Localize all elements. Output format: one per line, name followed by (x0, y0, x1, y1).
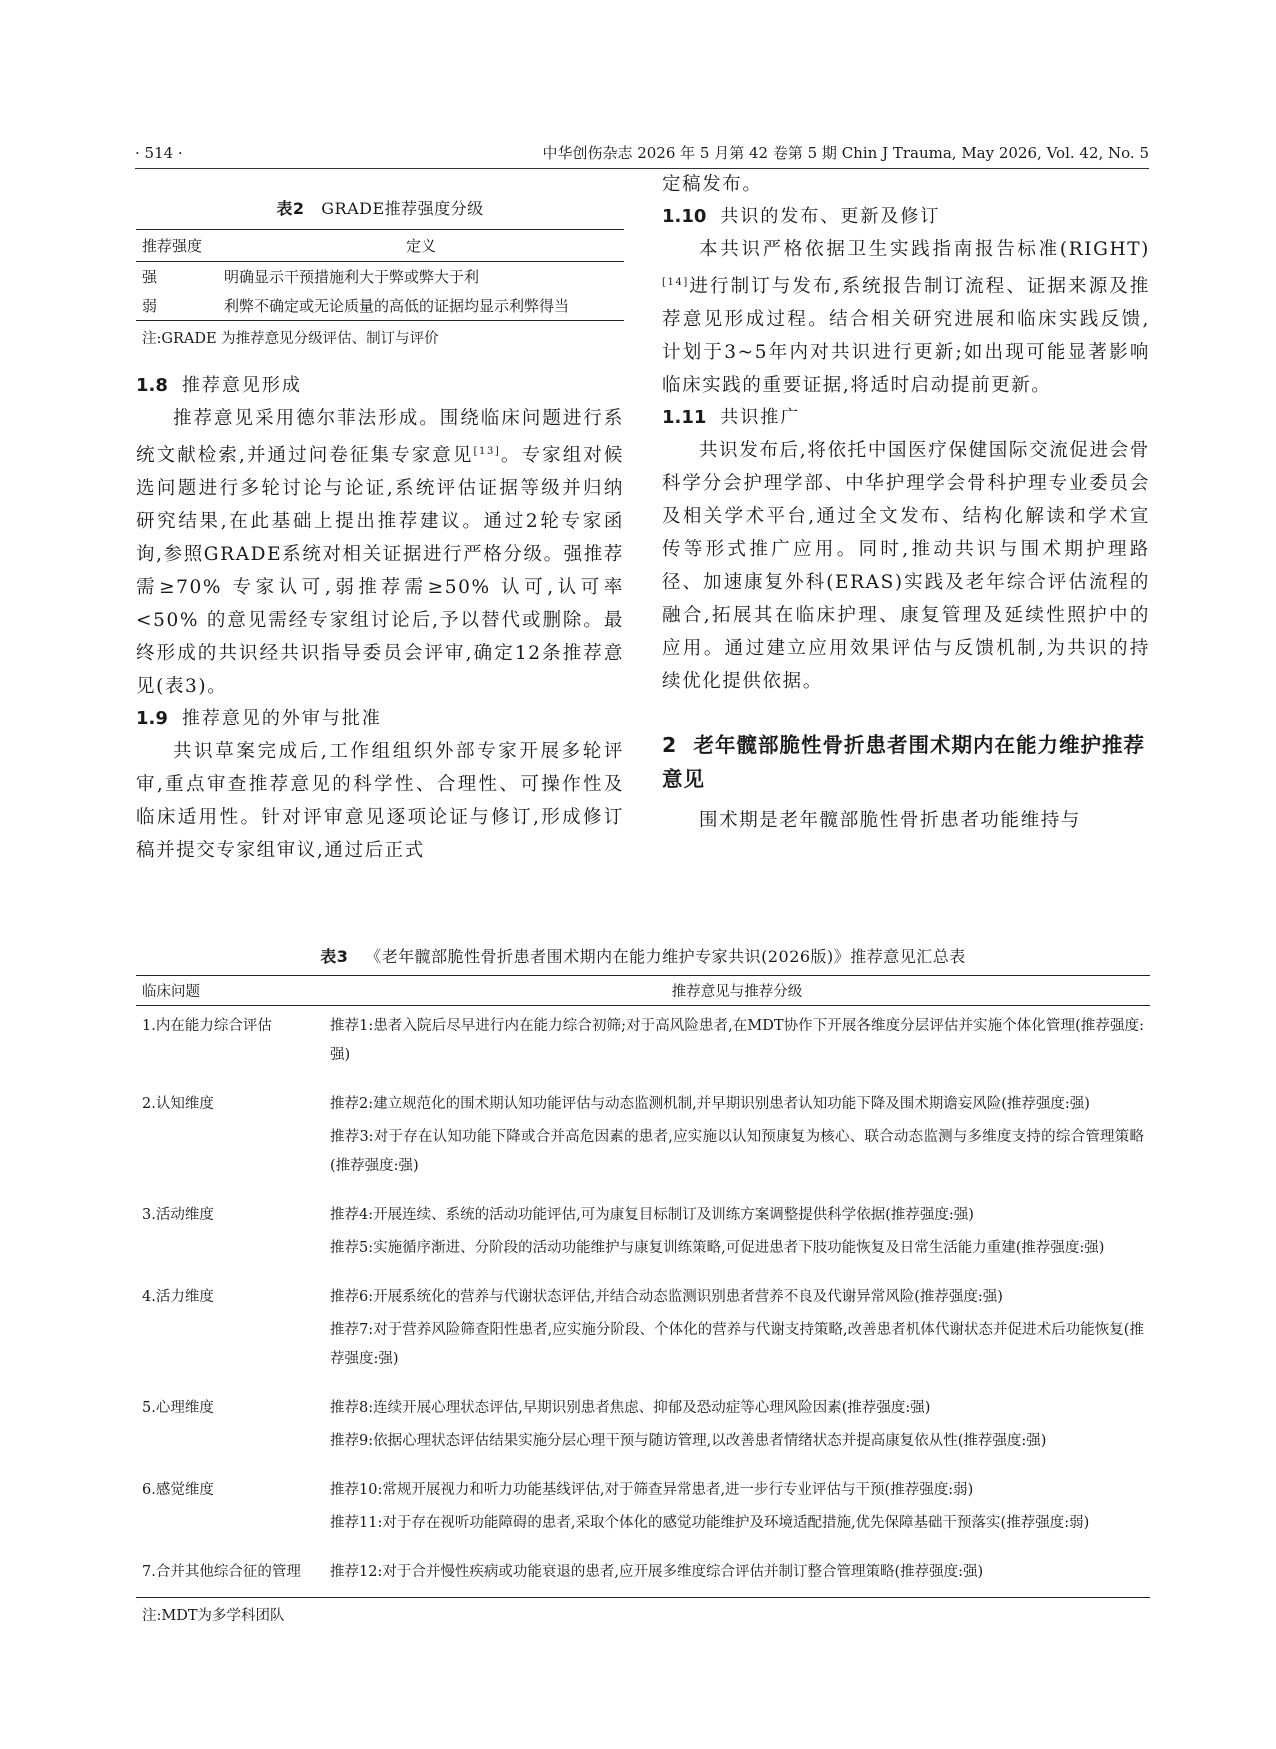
table3 (136, 975, 1150, 1598)
recommendation-item: 推荐11:对于存在视听功能障碍的患者,采取个体化的感觉功能维护及环境适配措施,优先保障基础干预落实(推荐强度:弱) (330, 1515, 1090, 1531)
section-2-paragraph: 围术期是老年髋部脆性骨折患者功能维持与 (699, 810, 1081, 832)
page-number: · 514 · (135, 144, 183, 162)
section-title: 共识的发布、更新及修订 (720, 206, 941, 227)
table2-cell-strength: 强 (142, 268, 158, 286)
table2-cell-definition: 明确显示干预措施利大于弊或弊大于利 (224, 268, 480, 286)
section-title: 推荐意见形成 (181, 375, 302, 396)
clinical-issue: 4.活力维度 (142, 1289, 214, 1305)
section-title: 老年髋部脆性骨折患者围术期内在能力维护推荐意见 (662, 733, 1146, 792)
section-number: 1.11 (662, 407, 707, 429)
paragraph-text: 进行制订与发布,系统报告制订流程、证据来源及推荐意见形成过程。结合相关研究进展和临床实践反馈,计划于3~5年内对共识进行更新;如出现可能显著影响临床实践的重要证据,将适时启动提前更新。 (662, 276, 1150, 397)
recommendation-item: 推荐6:开展系统化的营养与代谢状态评估,并结合动态监测识别患者营养不良及代谢异常风险(推荐强度:强) (330, 1289, 1003, 1305)
recommendations-cell (324, 1084, 1150, 1195)
section-1-8-heading (136, 370, 624, 402)
clinical-issue: 2.认知维度 (142, 1096, 214, 1112)
table-row (136, 1006, 1150, 1085)
recommendations-cell (324, 1277, 1150, 1388)
table-row (136, 1552, 1150, 1598)
recommendation-item: 推荐8:连续开展心理状态评估,早期识别患者焦虑、抑郁及恐动症等心理风险因素(推荐强度:强) (330, 1400, 931, 1416)
table2 (136, 229, 624, 321)
section-title: 推荐意见的外审与批准 (181, 708, 382, 730)
recommendation-item: 推荐3:对于存在认知功能下降或合并高危因素的患者,应实施以认知预康复为核心、联合动态监测与多维度支持的综合管理策略(推荐强度:强) (330, 1129, 1144, 1174)
right-column (662, 168, 1150, 837)
table3-note: 注:MDT为多学科团队 (142, 1608, 285, 1624)
table-row (136, 1195, 1150, 1277)
table2-label: 表2 (276, 199, 305, 218)
table2-note: 注:GRADE 为推荐意见分级评估、制订与评价 (142, 331, 439, 347)
table3-header-recommendation: 推荐意见与推荐分级 (324, 976, 1150, 1006)
table-row (136, 1084, 1150, 1195)
citation: [13] (473, 446, 501, 457)
recommendation-item: 推荐10:常规开展视力和听力功能基线评估,对于筛查异常患者,进一步行专业评估与干预(推荐强度:弱) (330, 1482, 974, 1498)
table3-title: 《老年髋部脆性骨折患者围术期内在能力维护专家共识(2026版)》推荐意见汇总表 (365, 947, 966, 966)
table2-title: GRADE推荐强度分级 (321, 199, 484, 218)
recommendation-item: 推荐9:依据心理状态评估结果实施分层心理干预与随访管理,以改善患者情绪状态并提高康复依从性(推荐强度:强) (330, 1433, 1047, 1449)
citation: [14] (662, 277, 689, 288)
section-number: 1.8 (136, 375, 168, 396)
recommendations-cell (324, 1006, 1150, 1085)
recommendation-item: 推荐12:对于合并慢性疾病或功能衰退的患者,应开展多维度综合评估并制订整合管理策略(推荐强度:强) (330, 1564, 984, 1580)
section-1-11-paragraph: 共识发布后,将依托中国医疗保健国际交流促进会骨科学分会护理学部、中华护理学会骨科护理专业委员会及相关学术平台,通过全文发布、结构化解读和学术宣传等形式推广应用。同时,推动共识与围术期护理路径、加速康复外科(ERAS)实践及老年综合评估流程的融合,拓展其在临床护理、康复管理及延续性照护中的应用。通过建立应用效果评估与反馈机制,为共识的持续优化提供依据。 (662, 440, 1150, 693)
recommendation-item: 推荐1:患者入院后尽早进行内在能力综合初筛;对于高风险患者,在MDT协作下开展各维度分层评估并实施个体化管理(推荐强度:强) (330, 1018, 1144, 1063)
table-row (136, 291, 624, 321)
table2-cell-definition: 利弊不确定或无论质量的高低的证据均显示利弊得当 (218, 291, 624, 321)
table2-header-strength: 推荐强度 (136, 230, 218, 262)
recommendations-cell (324, 1552, 1150, 1598)
table2-header-definition: 定义 (218, 230, 624, 262)
section-1-11-heading (662, 402, 1150, 434)
table3-header-issue: 临床问题 (136, 976, 324, 1006)
section-number: 1.10 (662, 206, 707, 227)
section-1-8-paragraph (136, 402, 624, 703)
table3-caption (136, 944, 1150, 967)
recommendation-item: 推荐2:建立规范化的围术期认知功能评估与动态监测机制,并早期识别患者认知功能下降及围术期谵妄风险(推荐强度:强) (330, 1096, 1090, 1112)
left-column (136, 196, 624, 867)
recommendation-item: 推荐7:对于营养风险筛查阳性患者,应实施分阶段、个体化的营养与代谢支持策略,改善患者机体代谢状态并促进术后功能恢复(推荐强度:强) (330, 1322, 1144, 1367)
section-1-10-heading (662, 201, 1150, 233)
table3-body (136, 1006, 1150, 1598)
clinical-issue: 6.感觉维度 (142, 1482, 214, 1498)
table-row (136, 1388, 1150, 1470)
recommendations-cell (324, 1470, 1150, 1552)
journal-header: 中华创伤杂志 2026 年 5 月第 42 卷第 5 期 Chin J Trauma, May 2026, Vol. 42, No. 5 (542, 144, 1149, 162)
section-1-9-paragraph: 共识草案完成后,工作组组织外部专家开展多轮评审,重点审查推荐意见的科学性、合理性、可操作性及临床适用性。针对评审意见逐项论证与修订,形成修订稿并提交专家组审议,通过后正式 (136, 741, 624, 862)
table-row (136, 262, 624, 292)
section-1-9-continuation: 定稿发布。 (662, 174, 763, 195)
section-number: 1.9 (136, 708, 168, 730)
section-2-heading (662, 728, 1150, 796)
section-number: 2 (662, 733, 678, 758)
table-row (136, 1277, 1150, 1388)
clinical-issue: 1.内在能力综合评估 (142, 1018, 272, 1034)
table3-label: 表3 (320, 947, 349, 966)
paragraph-text: 推荐意见采用德尔菲法形成。围绕临床问题进行系统文献检索,并通过问卷征集专家意见 (136, 408, 624, 467)
table-row (136, 1470, 1150, 1552)
recommendation-item: 推荐4:开展连续、系统的活动功能评估,可为康复目标制订及训练方案调整提供科学依据(推荐强度:强) (330, 1207, 974, 1223)
table3-block (136, 944, 1150, 1625)
clinical-issue: 3.活动维度 (142, 1207, 214, 1223)
clinical-issue: 7.合并其他综合征的管理 (136, 1552, 324, 1598)
clinical-issue: 5.心理维度 (142, 1400, 214, 1416)
section-1-10-paragraph (662, 233, 1150, 402)
section-title: 共识推广 (720, 407, 801, 429)
section-1-9-heading (136, 703, 624, 735)
paragraph-text: 本共识严格依据卫生实践指南报告标准(RIGHT) (699, 239, 1150, 260)
recommendation-item: 推荐5:实施循序渐进、分阶段的活动功能维护与康复训练策略,可促进患者下肢功能恢复及日常生活能力重建(推荐强度:强) (330, 1240, 1105, 1256)
recommendations-cell (324, 1388, 1150, 1470)
table2-cell-strength: 弱 (136, 291, 218, 321)
recommendations-cell (324, 1195, 1150, 1277)
table2-caption (136, 196, 624, 219)
paragraph-text: 。专家组对候选问题进行多轮讨论与论证,系统评估证据等级并归纳研究结果,在此基础上提出推荐建议。通过2轮专家函询,参照GRADE系统对相关证据进行严格分级。强推荐需≥70% 专家认可,弱推荐需≥50% 认可,认可率<50% 的意见需经专家组讨论后,予以替代或删除。最终形成的共识经共识指导委员会评审,确定12条推荐意见(表3)。 (136, 445, 624, 698)
